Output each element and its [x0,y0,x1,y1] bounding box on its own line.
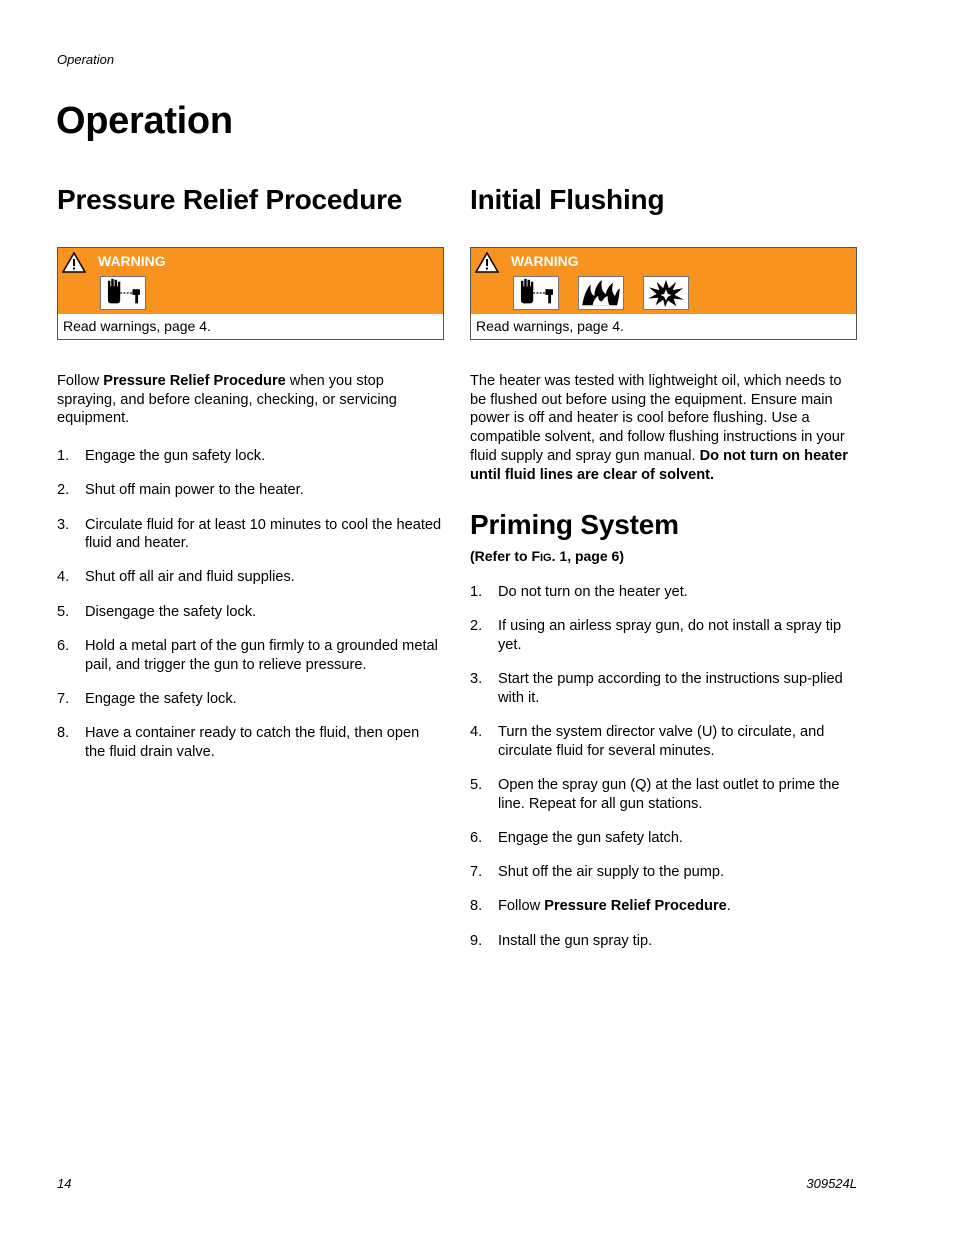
list-item: 6. Hold a metal part of the gun firmly to a grounded metal pail, and trigger the gun to relieve pressure. [57,637,438,673]
page-number: 14 [57,1176,72,1191]
list-item: 9. Install the gun spray tip. [470,932,653,949]
priming-system-heading: Priming System [470,509,679,541]
list-item: 5. Disengage the safety lock. [57,603,257,620]
warning-label: WARNING [98,253,166,269]
warning-banner [471,248,856,314]
pressure-relief-steps [57,447,443,761]
flushing-bold: Do not turn on heater until fluid lines are clear of solvent. [470,447,848,483]
intro-bold: Pressure Relief Procedure [103,373,286,389]
explosion-icon [643,276,689,310]
warning-read-text: Read warnings, page 4. [63,318,211,334]
warning-read-text: Read warnings, page 4. [476,318,624,334]
left-column [57,183,443,777]
intro-paragraph: Follow Pressure Relief Procedure when you stop spraying, and before cleaning, checking, or servicing equipment. [57,373,397,427]
warning-label: WARNING [511,253,579,269]
list-item: 7. Shut off the air supply to the pump. [470,864,725,881]
fire-icon [578,276,624,310]
warning-banner [58,248,443,314]
list-item: 6. Engage the gun safety latch. [470,830,683,847]
warning-box [57,247,444,340]
list-item: 8. Have a container ready to catch the fluid, then open the fluid drain valve. [57,724,420,760]
running-header: Operation [57,52,115,67]
warning-triangle-icon [475,252,499,273]
document-number: 309524L [806,1176,857,1191]
page-title: Operation [56,100,233,142]
list-item: 1. Do not turn on the heater yet. [470,584,688,601]
list-item: 1. Engage the gun safety lock. [57,448,266,465]
flushing-paragraph: The heater was tested with lightweight oil, which needs to be flushed out before using the equipment. Ensure main power is off and heater is cool before flushing. Use a compatible solvent, and follow flushing instructions in your fluid supply and spray gun manual. Do not turn on heater until fluid lines are clear of solvent. [470,373,848,483]
right-column [470,183,857,966]
list-item: 8. Follow Pressure Relief Procedure. [470,898,731,915]
priming-steps [470,583,857,950]
pressure-relief-heading: Pressure Relief Procedure [57,184,403,215]
list-item: 4. Shut off all air and fluid supplies. [57,569,295,586]
warning-triangle-icon [62,252,86,273]
list-item: 2. If using an airless spray gun, do not install a spray tip yet. [470,618,842,654]
pressure-hand-icon [513,276,559,310]
list-item: 5. Open the spray gun (Q) at the last outlet to prime the line. Repeat for all gun stations. [470,777,840,812]
list-item: 2. Shut off main power to the heater. [57,482,304,499]
priming-reference: (Refer to FIG. 1, page 6) [470,548,624,565]
list-item: 4. Turn the system director valve (U) to circulate, and circulate fluid for several minutes. [470,724,825,759]
list-item: 3. Circulate fluid for at least 10 minutes to cool the heated fluid and heater. [57,516,442,552]
initial-flushing-heading: Initial Flushing [470,184,665,215]
list-item: 3. Start the pump according to the instructions sup-plied with it. [470,671,843,707]
pressure-hand-icon [100,276,146,310]
warning-box [470,247,857,340]
list-item: 7. Engage the safety lock. [57,690,237,707]
